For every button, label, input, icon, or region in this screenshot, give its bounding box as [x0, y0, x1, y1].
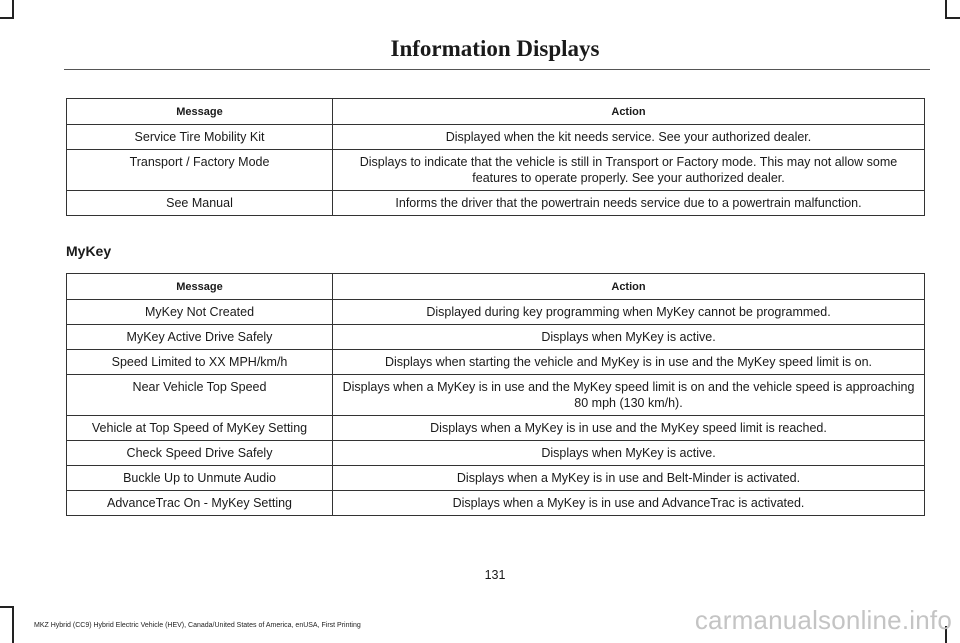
action-cell: Displays when a MyKey is in use and the MyKey speed limit is reached.: [333, 416, 925, 441]
watermark: carmanualsonline.info: [694, 605, 952, 635]
section-heading-mykey: MyKey: [66, 243, 112, 259]
table-row: [67, 416, 925, 441]
message-cell: Buckle Up to Unmute Audio: [67, 466, 333, 491]
message-cell: Speed Limited to XX MPH/km/h: [67, 350, 333, 375]
crop-mark-bottom-left-horizontal: [0, 606, 14, 608]
message-cell: See Manual: [67, 191, 333, 216]
action-cell: Displays when MyKey is active.: [333, 441, 925, 466]
message-cell: MyKey Active Drive Safely: [67, 325, 333, 350]
crop-mark-top-right-vertical: [945, 0, 947, 18]
message-cell: Vehicle at Top Speed of MyKey Setting: [67, 416, 333, 441]
action-cell: Displays when a MyKey is in use and Belt-Minder is activated.: [333, 466, 925, 491]
column-header-message: Message: [67, 99, 333, 125]
crop-mark-top-left-vertical: [12, 0, 14, 18]
message-cell: Service Tire Mobility Kit: [67, 125, 333, 150]
messages-table: [66, 98, 925, 216]
column-header-action: Action: [333, 99, 925, 125]
table-row: [67, 125, 925, 150]
table-row: [67, 325, 925, 350]
table-header-row: [67, 99, 925, 125]
message-cell: MyKey Not Created: [67, 300, 333, 325]
message-cell: AdvanceTrac On - MyKey Setting: [67, 491, 333, 516]
action-cell: Displays to indicate that the vehicle is still in Transport or Factory mode. This may not allow some features to operate properly. See your authorized dealer.: [333, 150, 925, 191]
column-header-message: Message: [67, 274, 333, 300]
table-row: [67, 441, 925, 466]
action-cell: Displays when MyKey is active.: [333, 325, 925, 350]
page-number: 131: [484, 568, 506, 582]
message-cell: Near Vehicle Top Speed: [67, 375, 333, 416]
header-divider: [64, 69, 930, 70]
footer-text: MKZ Hybrid (CC9) Hybrid Electric Vehicle (HEV), Canada/United States of America, enUSA, First Printing: [34, 622, 361, 629]
table-row: [67, 300, 925, 325]
table-row: [67, 191, 925, 216]
message-cell: Transport / Factory Mode: [67, 150, 333, 191]
action-cell: Displayed during key programming when MyKey cannot be programmed.: [333, 300, 925, 325]
message-cell: Check Speed Drive Safely: [67, 441, 333, 466]
mykey-table: [66, 273, 925, 516]
page-title: Information Displays: [390, 36, 600, 61]
action-cell: Displays when a MyKey is in use and AdvanceTrac is activated.: [333, 491, 925, 516]
crop-mark-top-left-horizontal: [0, 17, 14, 19]
table-row: [67, 150, 925, 191]
table-row: [67, 375, 925, 416]
crop-mark-top-right-horizontal: [945, 17, 960, 19]
column-header-action: Action: [333, 274, 925, 300]
table-row: [67, 350, 925, 375]
action-cell: Displays when a MyKey is in use and the MyKey speed limit is on and the vehicle speed is approaching 80 mph (130 km/h).: [333, 375, 925, 416]
action-cell: Informs the driver that the powertrain needs service due to a powertrain malfunction.: [333, 191, 925, 216]
action-cell: Displayed when the kit needs service. See your authorized dealer.: [333, 125, 925, 150]
table-header-row: [67, 274, 925, 300]
table-row: [67, 491, 925, 516]
table-row: [67, 466, 925, 491]
crop-mark-bottom-left-vertical: [12, 606, 14, 643]
action-cell: Displays when starting the vehicle and MyKey is in use and the MyKey speed limit is on.: [333, 350, 925, 375]
